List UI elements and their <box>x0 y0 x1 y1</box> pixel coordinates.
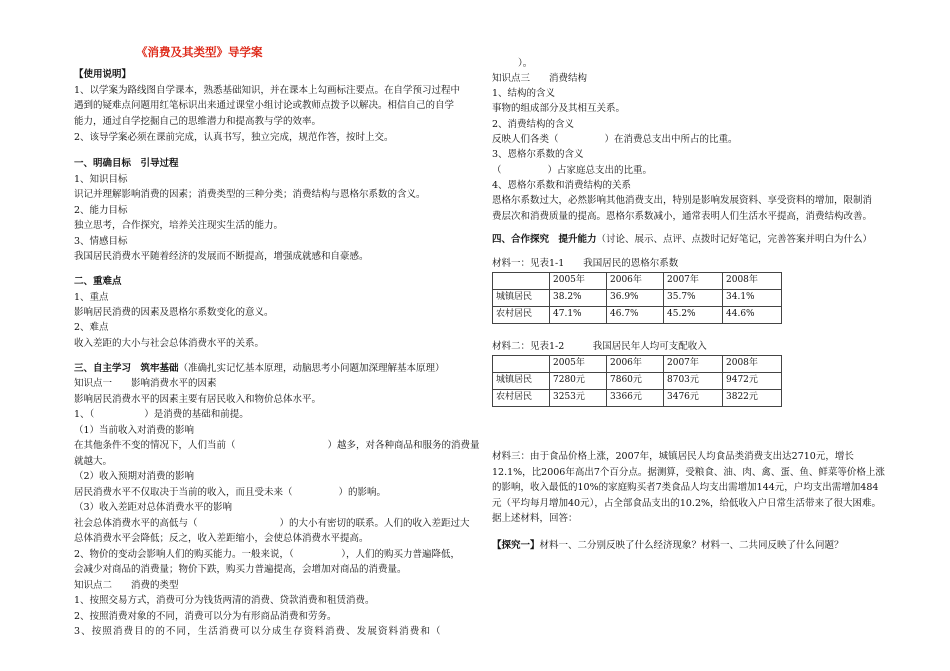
k3-d-pre: 反映人们各类（ <box>492 134 559 145</box>
table-cell: 城镇居民 <box>493 290 550 307</box>
table-cell: 9472元 <box>723 373 782 390</box>
section3-heading-line <box>74 361 445 377</box>
s1-line-e: 3、情感目标 <box>74 236 128 247</box>
table-cell: 2005年 <box>550 356 607 373</box>
table-cell: 城镇居民 <box>493 373 550 390</box>
table-cell: 35.7% <box>664 290 723 307</box>
k1-line-g <box>74 485 386 501</box>
k1-line-f: （2）收入预期对消费的影响 <box>74 471 195 482</box>
table-cell: 农村居民 <box>493 390 550 407</box>
m3-line-e: 据上述材料，回答： <box>492 513 578 524</box>
usage-line-2: 2、该导学案必须在课前完成，认真书写，独立完成，规范作答，按时上交。 <box>74 132 394 143</box>
table-cell: 2008年 <box>723 356 782 373</box>
usage-line-1a: 1、以学案为路线图自学课本，熟悉基础知识，并在课本上勾画标注要点。在自学预习过程中 <box>74 85 461 96</box>
table-cell: 2006年 <box>607 273 664 290</box>
engel-table <box>492 272 782 324</box>
k1-i-post: ）的大小有密切的联系。人们的收入差距过大 <box>279 518 470 529</box>
table-cell: 8703元 <box>664 373 723 390</box>
usage-line-1b: 遇到的疑难点问题用红笔标识出来通过课堂小组讨论或教师点拨予以解决。相信自己的自学 <box>74 100 455 111</box>
k1-g-post: ）的影响。 <box>338 487 387 498</box>
table-cell: 3366元 <box>607 390 664 407</box>
usage-line-1c: 能力，通过自学挖掘自己的思维潜力和提高教与学的效率。 <box>74 116 322 127</box>
k2-title: 知识点二 消费的类型 <box>74 580 179 591</box>
m3-line-a: 材料三：由于食品价格上涨，2007年，城镇居民人均食品类消费支出达2710元，增长 <box>492 451 854 462</box>
s1-line-c: 2、能力目标 <box>74 205 128 216</box>
table-cell: 45.2% <box>664 307 723 324</box>
material2-caption: 材料二：见表1-2 我国居民年人均可支配收入 <box>492 341 707 352</box>
table-cell <box>493 273 550 290</box>
k3-line-h: 恩格尔系数过大，必然影响其他消费支出，特别是影响发展资料、享受资料的增加，限制消 <box>492 195 873 206</box>
s2-line-c: 2、难点 <box>74 322 109 333</box>
k3-line-c: 2、消费结构的含义 <box>492 119 575 130</box>
k2-line-c: 3、按照消费目的的不同，生活消费可以分成生存资料消费、发展资料消费和（ <box>74 626 442 637</box>
k1-b-pre: 1、（ <box>74 409 95 420</box>
table-cell: 7280元 <box>550 373 607 390</box>
section4-heading: 四、合作探究 提升能力 <box>492 234 597 245</box>
table-cell: 2006年 <box>607 356 664 373</box>
table-header-row <box>493 356 782 373</box>
k1-line-h: （3）收入差距对总体消费水平的影响 <box>74 502 233 513</box>
section3-heading: 三、自主学习 筑牢基础 <box>74 363 179 374</box>
m3-line-c: 的影响，收入最低的10%的家庭购买者7类食品人均支出需增加144元，户均支出需增加484 <box>492 482 879 493</box>
k3-line-d <box>492 132 738 148</box>
explore-one <box>492 538 844 554</box>
table-header-row <box>493 273 782 290</box>
k1-d-pre: 在其他条件不变的情况下，人们当前（ <box>74 440 236 451</box>
r-line-0: ）。 <box>518 58 533 69</box>
table-row <box>493 373 782 390</box>
table-row <box>493 390 782 407</box>
table-cell: 2008年 <box>723 273 782 290</box>
section2-heading: 二、重难点 <box>74 276 122 287</box>
k1-g-pre: 居民消费水平不仅取决于当前的收入，而且受未来（ <box>74 487 293 498</box>
s1-line-d: 独立思考，合作探究，培养关注现实生活的能力。 <box>74 220 284 231</box>
table-cell: 2007年 <box>664 356 723 373</box>
table-cell: 47.1% <box>550 307 607 324</box>
k2-line-b: 2、按照消费对象的不同，消费可以分为有形商品消费和劳务。 <box>74 611 337 622</box>
k3-line-a: 1、结构的含义 <box>492 88 556 99</box>
section3-note: （准确扎实记忆基本原理，动脑思考小问题加深理解基本原理） <box>178 363 445 374</box>
k3-d-post: ）在消费总支出中所占的比重。 <box>604 134 738 145</box>
k3-line-f <box>492 163 652 179</box>
section4-note: （讨论、展示、点评、点拨时记好笔记，完善答案并明白为什么） <box>596 234 873 245</box>
s1-line-b: 识记并理解影响消费的因素；消费类型的三种分类；消费结构与恩格尔系数的含义。 <box>74 189 426 200</box>
table-cell: 34.1% <box>723 290 782 307</box>
k1-title: 知识点一 影响消费水平的因素 <box>74 378 217 389</box>
k3-line-e: 3、恩格尔系数的含义 <box>492 149 584 160</box>
s1-line-a: 1、知识目标 <box>74 174 128 185</box>
explore-text: 材料一、二分别反映了什么经济现象？材料一、二共同反映了什么问题？ <box>539 540 844 551</box>
k1-d-post: ）越多，对各种商品和服务的消费量 <box>327 440 480 451</box>
table-row <box>493 290 782 307</box>
k3-f-post: ）占家庭总支出的比重。 <box>547 165 653 176</box>
table-cell <box>493 356 550 373</box>
k3-title: 知识点三 消费结构 <box>492 73 588 84</box>
table-cell: 7860元 <box>607 373 664 390</box>
k1-line-k: 2、物价的变动会影响人们的购买能力。一般来说，（ ），人们的购买力普遍降低， <box>74 549 461 560</box>
k1-line-b <box>74 407 249 423</box>
k3-line-i: 费层次和消费质量的提高。恩格尔系数减小，通常表明人们生活水平提高，消费结构改善。 <box>492 211 873 222</box>
table-cell: 38.2% <box>550 290 607 307</box>
k2-line-a: 1、按照交易方式，消费可分为钱货两清的消费、贷款消费和租赁消费。 <box>74 595 375 606</box>
s2-line-d: 收入差距的大小与社会总体消费水平的关系。 <box>74 338 265 349</box>
table-cell: 3253元 <box>550 390 607 407</box>
s1-line-f: 我国居民消费水平随着经济的发展而不断提高，增强成就感和自豪感。 <box>74 251 369 262</box>
income-table <box>492 355 782 407</box>
usage-heading: 【使用说明】 <box>74 69 132 80</box>
k1-line-l: 会减少对商品的消费量；物价下跌，购买力普遍提高，会增加对商品的消费量。 <box>74 564 407 575</box>
k1-line-i <box>74 516 470 532</box>
k1-line-j: 总体消费水平会降低；反之，收入差距缩小，会使总体消费水平提高。 <box>74 533 369 544</box>
section1-heading: 一、明确目标 引导过程 <box>74 158 179 169</box>
s2-line-b: 影响居民消费的因素及恩格尔系数变化的意义。 <box>74 307 274 318</box>
k3-f-pre: （ <box>492 165 502 176</box>
table-cell: 2007年 <box>664 273 723 290</box>
k3-line-b: 事物的组成部分及其相互关系。 <box>492 103 626 114</box>
table-cell: 3476元 <box>664 390 723 407</box>
table-cell: 2005年 <box>550 273 607 290</box>
s2-line-a: 1、重点 <box>74 292 109 303</box>
table-cell: 农村居民 <box>493 307 550 324</box>
m3-line-b: 12.1%，比2006年高出7个百分点。据测算，受粮食、油、肉、禽、蛋、鱼、鲜菜等价格上涨 <box>492 467 885 478</box>
page-title: 《消费及其类型》导学案 <box>136 45 263 59</box>
k1-b-post: ）是消费的基础和前提。 <box>144 409 249 420</box>
table-cell: 3822元 <box>723 390 782 407</box>
material1-caption: 材料一：见表1-1 我国居民的恩格尔系数 <box>492 258 679 269</box>
table-cell: 44.6% <box>723 307 782 324</box>
explore-label: 【探究一】 <box>492 540 540 551</box>
k1-line-e: 就越大。 <box>74 456 113 467</box>
table-row <box>493 307 782 324</box>
k1-line-a: 影响居民消费水平的因素主要有居民收入和物价总体水平。 <box>74 394 322 405</box>
k3-line-g: 4、恩格尔系数和消费结构的关系 <box>492 180 632 191</box>
k1-line-c: （1）当前收入对消费的影响 <box>74 425 195 436</box>
table-cell: 36.9% <box>607 290 664 307</box>
table-cell: 46.7% <box>607 307 664 324</box>
k1-line-d <box>74 438 480 454</box>
m3-line-d: 元（平均每月增加40元），占全部食品支出的10.2%，给低收入户日常生活带来了很大困难。 <box>492 498 882 509</box>
section4-heading-line <box>492 232 872 248</box>
k1-i-pre: 社会总体消费水平的高低与（ <box>74 518 198 529</box>
